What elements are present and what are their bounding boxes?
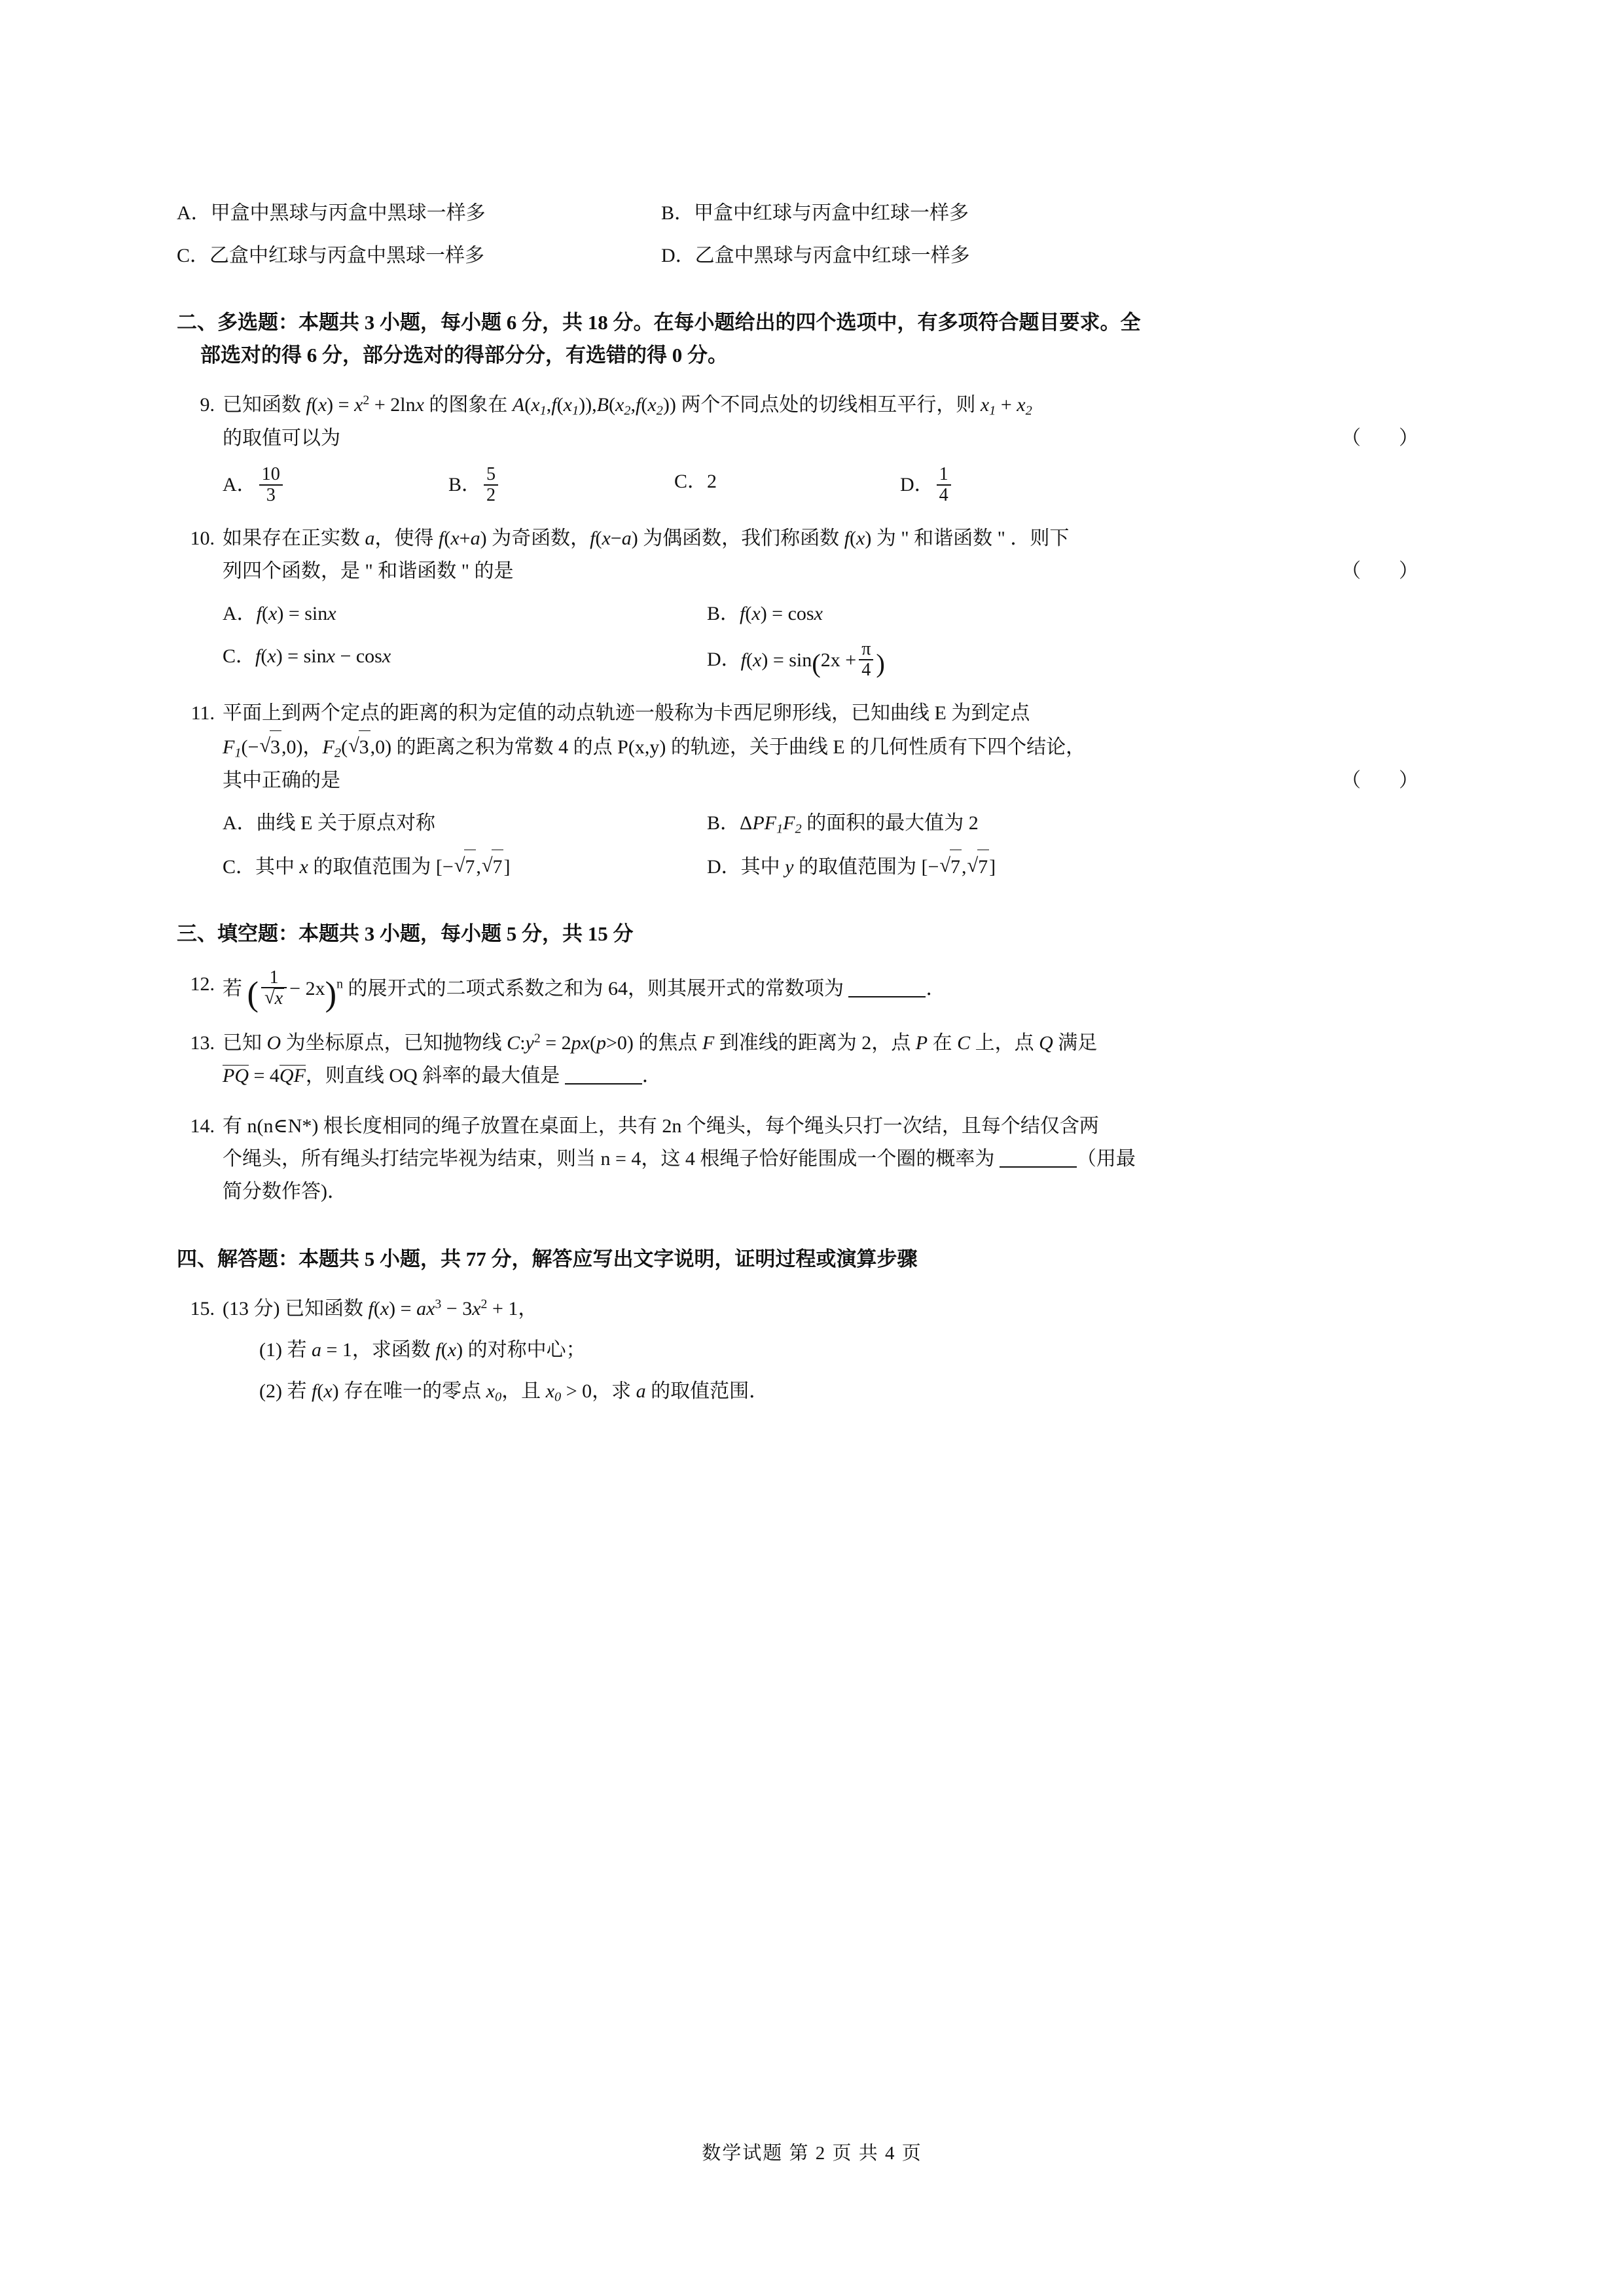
question-9-line1: 已知函数 $f(x) = x^2 + 2\ln x$ 的图象在 $A(x_1,f(x_1)),B(x_2,f(x_2))$ 两个不同点处的切线相互平行，则 $x_1 + x_2$ — [223, 393, 1032, 419]
option-row — [177, 239, 1428, 272]
q12-exponent: n — [336, 977, 343, 992]
q9-option-a-denominator: 3 — [259, 484, 283, 505]
q13-text-end: ． — [641, 1065, 662, 1087]
question-11 — [177, 697, 1428, 884]
question-15-item-2: (2) 若 f(x) 存在唯一的零点 $x_0$，且 $x_0 > 0$，求 a 的取值范围． — [259, 1380, 769, 1405]
question-12-number: 12. — [190, 973, 215, 995]
q9-option-b — [448, 465, 674, 505]
question-15-line1: (13 分) 已知函数 $f(x) = ax^3 - 3x^2 + 1$， — [223, 1297, 538, 1319]
q9-option-a-label: A． — [223, 474, 257, 496]
section-2-heading-line2: 部选对的得 6 分，部分选对的得部分分，有选错的得 0 分。 — [200, 344, 728, 367]
question-15-number: 15. — [190, 1297, 215, 1319]
q10-line2-text: 列四个函数，是 " 和谐函数 " 的是 — [223, 560, 514, 582]
q14-answer-blank[interactable] — [1000, 1147, 1077, 1168]
q12-inner-rest: − 2x — [289, 977, 325, 999]
option-a: A．甲盒中黑球与丙盒中黑球一样多 — [177, 202, 486, 224]
q10-text-e: 为 " 和谐函数 " ．则下 — [871, 527, 1070, 549]
q10-text-c: 为奇函数， — [486, 527, 590, 549]
q10-text-a: 如果存在正实数 — [223, 527, 365, 549]
q9-text-post: 的图象在 — [424, 394, 513, 416]
question-10 — [177, 522, 1428, 681]
section-2-heading — [177, 306, 1428, 372]
q11-answer-paren: （ ） — [1341, 769, 1428, 791]
question-10-body — [223, 522, 1428, 681]
q9-option-a — [223, 465, 448, 505]
q9-option-b-numerator: 5 — [486, 463, 496, 484]
q9-option-b-denominator: 2 — [484, 484, 498, 505]
question-15-item-1: (1) 若 a = 1，求函数 f(x) 的对称中心； — [259, 1339, 586, 1361]
question-14 — [177, 1110, 1428, 1209]
question-11-options-row1 — [223, 806, 1428, 840]
q11-option-b: B．$\Delta PF_1F_2$ 的面积的最大值为 2 — [707, 812, 979, 836]
question-10-line1: 如果存在正实数 a，使得 f(x+a) 为奇函数，f(x−a) 为偶函数，我们称函数 f(x) 为 " 和谐函数 " ．则下 — [223, 527, 1070, 549]
question-9-body — [223, 389, 1428, 505]
q10-answer-paren: （ ） — [1341, 560, 1428, 582]
q10-option-a-label: A． — [223, 603, 257, 625]
q9-option-d-label: D． — [900, 474, 934, 496]
q13-answer-blank[interactable] — [565, 1064, 642, 1085]
question-10-number: 10. — [190, 527, 215, 549]
option-c: C．乙盒中红球与丙盒中黑球一样多 — [177, 245, 485, 266]
q11-option-d: D．其中 y 的取值范围为 [− √ 7, √ 7] — [707, 850, 996, 884]
q12-frac-den: √ x — [261, 987, 287, 1009]
q11-line2-text: 的距离之积为常数 4 的点 P(x,y) 的轨迹，关于曲线 E 的几何性质有下四个结论， — [391, 736, 1086, 758]
q9-option-b-label: B． — [448, 474, 482, 496]
q12-text-pre: 若 — [223, 977, 247, 999]
question-12 — [177, 967, 1428, 1013]
q9-text-pre: 已知函数 — [223, 394, 306, 416]
q14-text-a: 个绳头，所有绳头打结完毕视为结束，则当 n = 4，这 4 根绳子恰好能围成一个圈的概率为 — [223, 1147, 1000, 1170]
question-11-line2: $F_1(-$ √ 3,0)，$F_2$( √ 3,0) 的距离之积为常数 4 的点 P(x,y) 的轨迹，关于曲线 E 的几何性质有下四个结论， — [223, 730, 1428, 764]
question-9-options — [223, 465, 1428, 505]
q11-option-a: A．曲线 E 关于原点对称 — [223, 812, 435, 834]
q10-option-d: D．f(x) = sin(2x + $\frac{\pi}{4}$ ) — [707, 639, 885, 681]
question-15 — [177, 1293, 1428, 1409]
q10-option-c: C．f(x) = sinx − cosx — [223, 645, 391, 668]
question-11-number: 11. — [190, 702, 215, 725]
q10-option-d-den: 4 — [859, 659, 873, 680]
page-footer: 数学试题 第 2 页 共 4 页 — [702, 2143, 922, 2164]
question-10-options-row2 — [223, 639, 1428, 680]
q12-frac-num: 1 — [269, 967, 279, 988]
question-14-line2 — [223, 1143, 1428, 1175]
q9-answer-paren: （ ） — [1341, 427, 1428, 450]
q9-option-d-numerator: 1 — [939, 463, 948, 484]
question-12-body: 若 ( 1 √ x − 2x)$^n$ 的展开式的二项式系数之和为 64，则其展开式的常数项为 ． — [223, 968, 1428, 1010]
q10-option-d-num: π — [861, 639, 871, 660]
q12-text-post: 的展开式的二项式系数之和为 64，则其展开式的常数项为 — [342, 977, 849, 999]
q14-text-b: （用最 — [1076, 1147, 1136, 1170]
question-13 — [177, 1027, 1428, 1093]
section-2-heading-line1: 二、多选题：本题共 3 小题，每小题 6 分，共 18 分。在每小题给出的四个选项中，有多项符合题目要求。全 — [177, 311, 1141, 334]
q10-option-a: A．f(x) = sinx — [223, 603, 336, 625]
q9-option-d — [900, 465, 1126, 505]
question-13-number: 13. — [190, 1031, 215, 1054]
q10-option-b-label: B． — [707, 603, 740, 625]
question-11-body — [223, 697, 1428, 884]
q9-option-a-numerator: 10 — [261, 463, 280, 484]
q10-text-d: 为偶函数，我们称函数 — [638, 527, 844, 549]
option-d: D．乙盒中黑球与丙盒中红球一样多 — [661, 245, 970, 266]
q11-line3-text: 其中正确的是 — [223, 769, 340, 791]
q9-option-d-denominator: 4 — [937, 484, 951, 505]
q9-text-end: 两个不同点处的切线相互平行，则 — [676, 394, 981, 416]
question-9-line2 — [223, 422, 1428, 455]
question-11-options-row2 — [223, 850, 1428, 884]
question-10-options-row1 — [223, 597, 1428, 630]
question-14-body — [223, 1110, 1428, 1209]
q10-option-c-label: C． — [223, 645, 256, 668]
question-13-line2: PQ = 4QF，则直线 OQ 斜率的最大值是 ． — [223, 1065, 662, 1087]
q10-option-d-label: D． — [707, 649, 741, 671]
question-10-line2 — [223, 555, 1428, 588]
question-13-line1: 已知 O 为坐标原点，已知抛物线 $C:y^2 = 2px(p>0)$ 的焦点 F 到准线的距离为 2，点 P 在 C 上，点 Q 满足 — [223, 1031, 1098, 1054]
section-3-heading: 三、填空题：本题共 3 小题，每小题 5 分，共 15 分 — [177, 922, 634, 946]
question-13-body — [223, 1027, 1428, 1093]
q11-option-c: C．其中 x 的取值范围为 [− √ 7, √ 7] — [223, 850, 707, 884]
question-9 — [177, 389, 1428, 505]
q9-option-c: C．2 — [674, 470, 717, 492]
q9-line2-text: 的取值可以为 — [223, 427, 340, 450]
section-4-heading: 四、解答题：本题共 5 小题，共 77 分，解答应写出文字说明，证明过程或演算步骤 — [177, 1247, 918, 1270]
option-b: B．甲盒中红球与丙盒中红球一样多 — [661, 202, 969, 224]
q12-answer-blank[interactable] — [848, 977, 926, 997]
question-14-number: 14. — [190, 1115, 215, 1137]
q10-text-b: ，使得 — [374, 527, 439, 549]
question-14-line3: 简分数作答)． — [223, 1181, 347, 1203]
q12-text-end: ． — [926, 977, 946, 999]
q10-option-b: B．f(x) = cosx — [707, 603, 823, 625]
question-14-line1: 有 n(n∈N*) 根长度相同的绳子放置在桌面上，共有 2n 个绳头，每个绳头只打一次结，且每个结仅含两 — [223, 1115, 1099, 1137]
question-11-line3 — [223, 764, 1428, 797]
question-15-body — [223, 1293, 1428, 1409]
question-9-number: 9. — [200, 394, 215, 416]
option-row — [177, 196, 1428, 230]
question-11-line1: 平面上到两个定点的距离的积为定值的动点轨迹一般称为卡西尼卵形线，已知曲线 E 为到定点 — [223, 702, 1030, 725]
q13-text-post: ，则直线 OQ 斜率的最大值是 — [305, 1065, 565, 1087]
q10-option-d-inner: 2x + — [820, 649, 857, 671]
